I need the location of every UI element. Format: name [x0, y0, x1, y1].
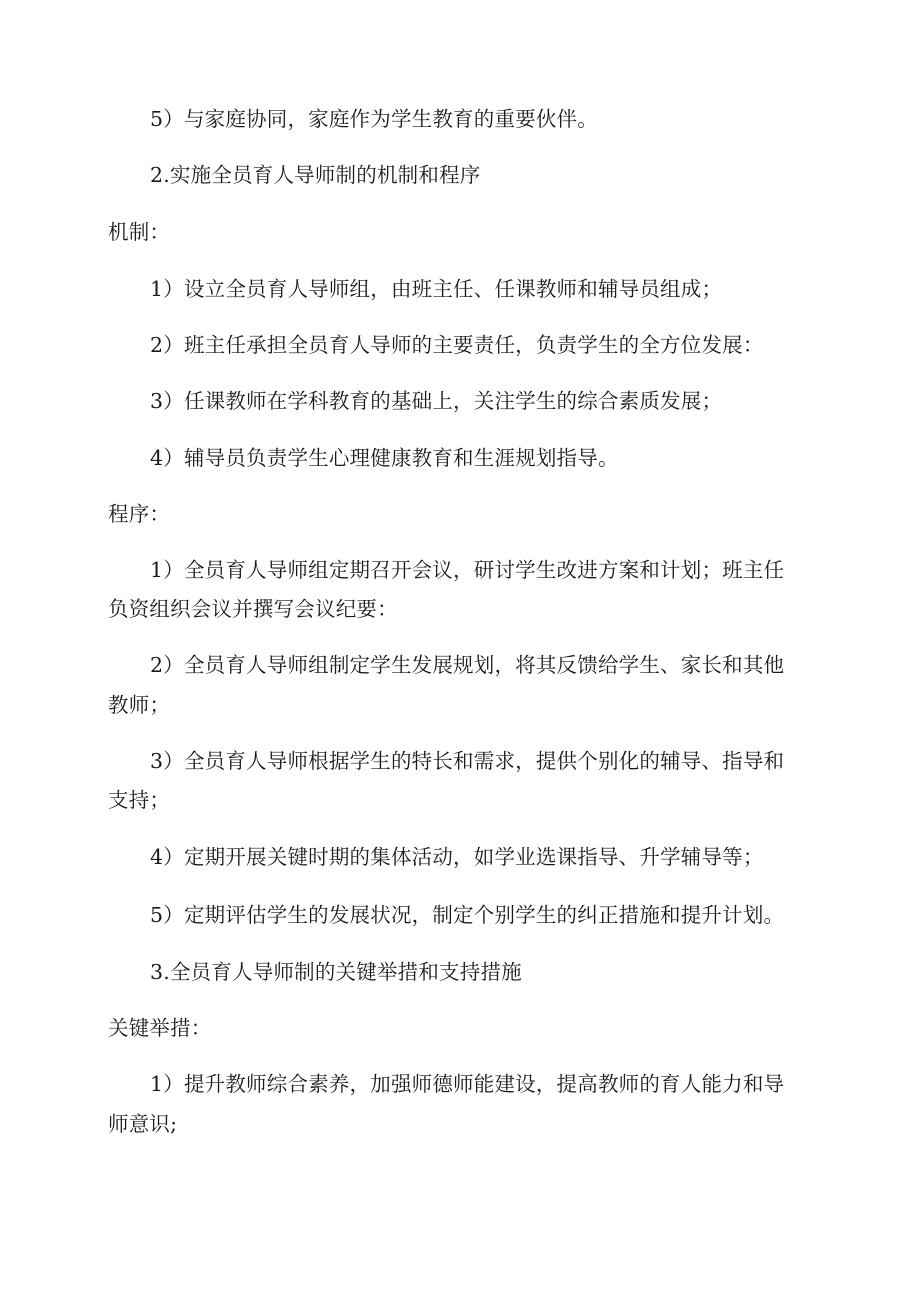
section-heading: 3.全员育人导师制的关键举措和支持措施 [150, 960, 522, 984]
subheading: 机制： [108, 220, 171, 244]
paragraph-line: 2）班主任承担全员育人导师的主要责任，负责学生的全方位发展： [150, 333, 764, 357]
paragraph-line: 5）定期评估学生的发展状况，制定个别学生的纠正措施和提升计划。 [150, 903, 785, 927]
paragraph-line: 负资组织会议并撰写会议纪要： [108, 597, 398, 621]
section-heading: 2.实施全员育人导师制的机制和程序 [150, 163, 481, 187]
paragraph-line: 1）设立全员育人导师组，由班主任、任课教师和辅导员组成； [150, 277, 723, 301]
paragraph-line: 教师； [108, 693, 171, 717]
paragraph-line: 3）全员育人导师根据学生的特长和需求，提供个别化的辅导、指导和 [150, 749, 785, 773]
subheading: 程序： [108, 502, 171, 526]
paragraph-line: 1）提升教师综合素养，加强师德师能建设，提高教师的育人能力和导 [150, 1072, 785, 1096]
subheading: 关键举措： [108, 1016, 212, 1040]
paragraph-line: 4）定期开展关键时期的集体活动，如学业选课指导、升学辅导等； [150, 845, 764, 869]
paragraph-line: 师意识; [108, 1112, 178, 1136]
paragraph-line: 4）辅导员负责学生心理健康教育和生涯规划指导。 [150, 446, 619, 470]
paragraph-line: 5）与家庭协同，家庭作为学生教育的重要伙伴。 [150, 107, 598, 131]
paragraph-line: 支持； [108, 788, 171, 812]
paragraph-line: 1）全员育人导师组定期召开会议，研讨学生改进方案和计划；班主任 [150, 558, 785, 582]
paragraph-line: 3）任课教师在学科教育的基础上，关注学生的综合素质发展； [150, 389, 723, 413]
paragraph-line: 2）全员育人导师组制定学生发展规划，将其反馈给学生、家长和其他 [150, 653, 785, 677]
